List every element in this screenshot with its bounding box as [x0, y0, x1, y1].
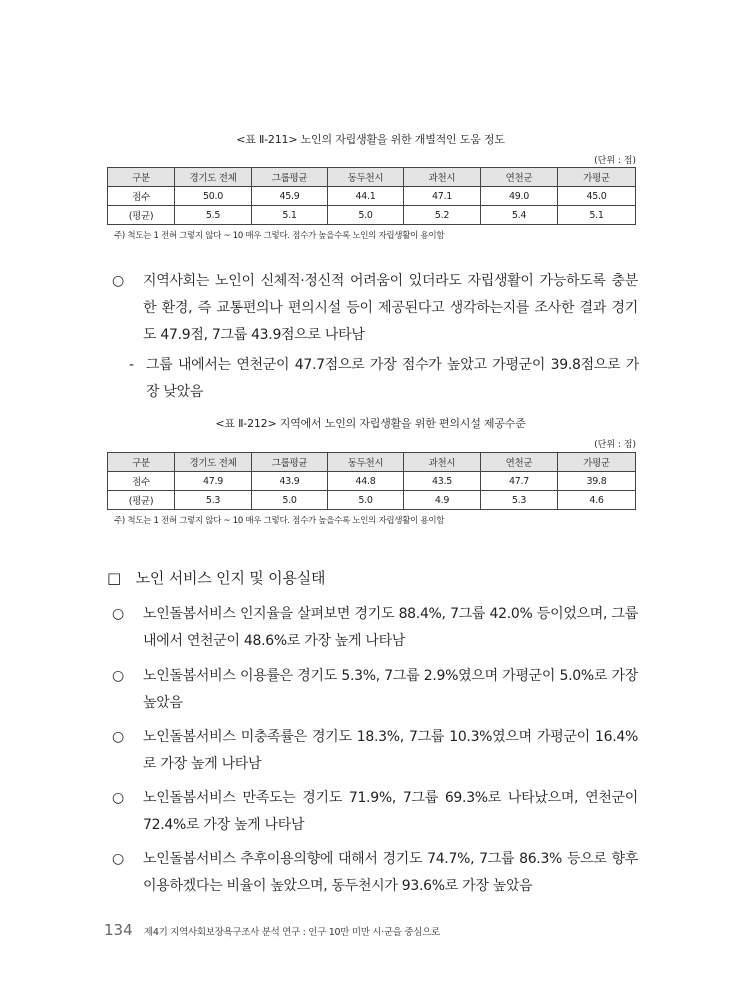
table-row	[108, 491, 636, 510]
table2-header-cell: 그룹평균	[252, 453, 328, 472]
table1-note: 주) 척도는 1 전혀 그렇지 않다 ~ 10 매우 그렇다. 점수가 높을수록 노인의 자립생활이 용이함	[114, 231, 445, 241]
paragraph-bullet	[112, 724, 638, 778]
paragraph-bullet	[112, 785, 638, 839]
table-row	[108, 206, 636, 225]
footer-title: 제4기 지역사회보장욕구조사 분석 연구 : 인구 10만 미만 시·군을 중심으로	[144, 927, 440, 938]
table2-cell: 점수	[108, 472, 175, 491]
table1-cell: 5.0	[328, 206, 404, 225]
paragraph-text: 노인돌봄서비스 이용률은 경기도 5.3%, 7그룹 2.9%였으며 가평군이 5.0%로 가장 높았음	[143, 668, 638, 711]
paragraph-bullet	[112, 601, 638, 655]
paragraph-text: 지역사회는 노인이 신체적·정신적 어려움이 있더라도 자립생활이 가능하도록 충분한 환경, 즉 교통편의나 편의시설 등이 제공된다고 생각하는지를 조사한 결과 경기도 47.9점, 7그룹 43.9점으로 나타남	[143, 273, 638, 343]
circle-bullet-icon: ○	[112, 273, 124, 289]
table1-header-cell: 구분	[108, 168, 175, 187]
table1-header-cell: 그룹평균	[252, 168, 328, 187]
table2-cell: 43.9	[252, 472, 328, 491]
table1-cell: 49.0	[481, 187, 558, 206]
table2-cell: 47.9	[175, 472, 252, 491]
table1-cell: (평균)	[108, 206, 175, 225]
table2-cell: 4.6	[558, 491, 636, 510]
table1-header-cell: 동두천시	[328, 168, 404, 187]
circle-bullet-icon: ○	[112, 668, 124, 684]
table2-cell: 4.9	[404, 491, 481, 510]
paragraph-text: 노인돌봄서비스 만족도는 경기도 71.9%, 7그룹 69.3%로 나타났으며, 연천군이 72.4%로 가장 높게 나타남	[143, 790, 638, 833]
table2-header-cell: 경기도 전체	[175, 453, 252, 472]
table2-cell: 5.3	[481, 491, 558, 510]
table2-header-cell: 동두천시	[328, 453, 404, 472]
dash-bullet-icon: -	[129, 357, 134, 373]
table1	[107, 167, 636, 225]
table1-cell: 45.0	[558, 187, 636, 206]
circle-bullet-icon: ○	[112, 729, 124, 745]
table1-cell: 5.2	[404, 206, 481, 225]
table1-cell: 5.1	[252, 206, 328, 225]
circle-bullet-icon: ○	[112, 606, 124, 622]
table1-caption: <표 Ⅱ-211> 노인의 자립생활을 위한 개별적인 도움 정도	[236, 133, 505, 146]
paragraph-text: 노인돌봄서비스 인지율을 살펴보면 경기도 88.4%, 7그룹 42.0% 등이었으며, 그룹 내에서 연천군이 48.6%로 가장 높게 나타남	[143, 606, 638, 649]
paragraph-text: 노인돌봄서비스 추후이용의향에 대해서 경기도 74.7%, 7그룹 86.3% 등으로 향후 이용하겠다는 비율이 높았으며, 동두천시가 93.6%로 가장 높았음	[143, 851, 638, 894]
table2-unit: (단위 : 점)	[594, 440, 636, 450]
table1-cell: 44.1	[328, 187, 404, 206]
table2-cell: 5.3	[175, 491, 252, 510]
paragraph-bullet	[112, 663, 638, 717]
table1-cell: 점수	[108, 187, 175, 206]
table2-note: 주) 척도는 1 전혀 그렇지 않다 ~ 10 매우 그렇다. 점수가 높을수록 노인의 자립생활이 용이함	[114, 516, 445, 526]
table1-cell: 50.0	[175, 187, 252, 206]
table2-cell: 5.0	[252, 491, 328, 510]
table1-cell: 5.5	[175, 206, 252, 225]
table2-caption: <표 Ⅱ-212> 지역에서 노인의 자립생활을 위한 편의시설 제공수준	[215, 417, 526, 430]
table-row	[108, 472, 636, 491]
table2-cell: 5.0	[328, 491, 404, 510]
table1-header-cell: 경기도 전체	[175, 168, 252, 187]
table1-cell: 5.1	[558, 206, 636, 225]
sub-bullet	[129, 352, 639, 406]
section-title: 노인 서비스 인지 및 이용실태	[135, 569, 326, 587]
table1-header-cell: 가평군	[558, 168, 636, 187]
table1-unit: (단위 : 점)	[594, 156, 636, 166]
table2-header-row	[108, 453, 636, 472]
circle-bullet-icon: ○	[112, 851, 124, 867]
table2-header-cell: 과천시	[404, 453, 481, 472]
table2-cell: 47.7	[481, 472, 558, 491]
table1-header-cell: 과천시	[404, 168, 481, 187]
paragraph-bullet	[112, 846, 638, 900]
sub-bullet-text: 그룹 내에서는 연천군이 47.7점으로 가장 점수가 높았고 가평군이 39.8점으로 가장 낮았음	[146, 357, 639, 400]
paragraph-bullet	[112, 268, 638, 349]
section-heading	[107, 567, 325, 588]
table1-cell: 47.1	[404, 187, 481, 206]
table2	[107, 452, 636, 510]
table2-cell: 44.8	[328, 472, 404, 491]
table2-header-cell: 구분	[108, 453, 175, 472]
table1-header-row	[108, 168, 636, 187]
table1-header-cell: 연천군	[481, 168, 558, 187]
page-number: 134	[104, 921, 133, 939]
table1-cell: 45.9	[252, 187, 328, 206]
paragraph-text: 노인돌봄서비스 미충족률은 경기도 18.3%, 7그룹 10.3%였으며 가평군이 16.4%로 가장 높게 나타남	[143, 729, 638, 772]
table2-header-cell: 가평군	[558, 453, 636, 472]
table2-cell: 43.5	[404, 472, 481, 491]
table-row	[108, 187, 636, 206]
table2-cell: (평균)	[108, 491, 175, 510]
table1-cell: 5.4	[481, 206, 558, 225]
square-bullet-icon: □	[107, 569, 121, 587]
table2-cell: 39.8	[558, 472, 636, 491]
table2-header-cell: 연천군	[481, 453, 558, 472]
circle-bullet-icon: ○	[112, 790, 124, 806]
